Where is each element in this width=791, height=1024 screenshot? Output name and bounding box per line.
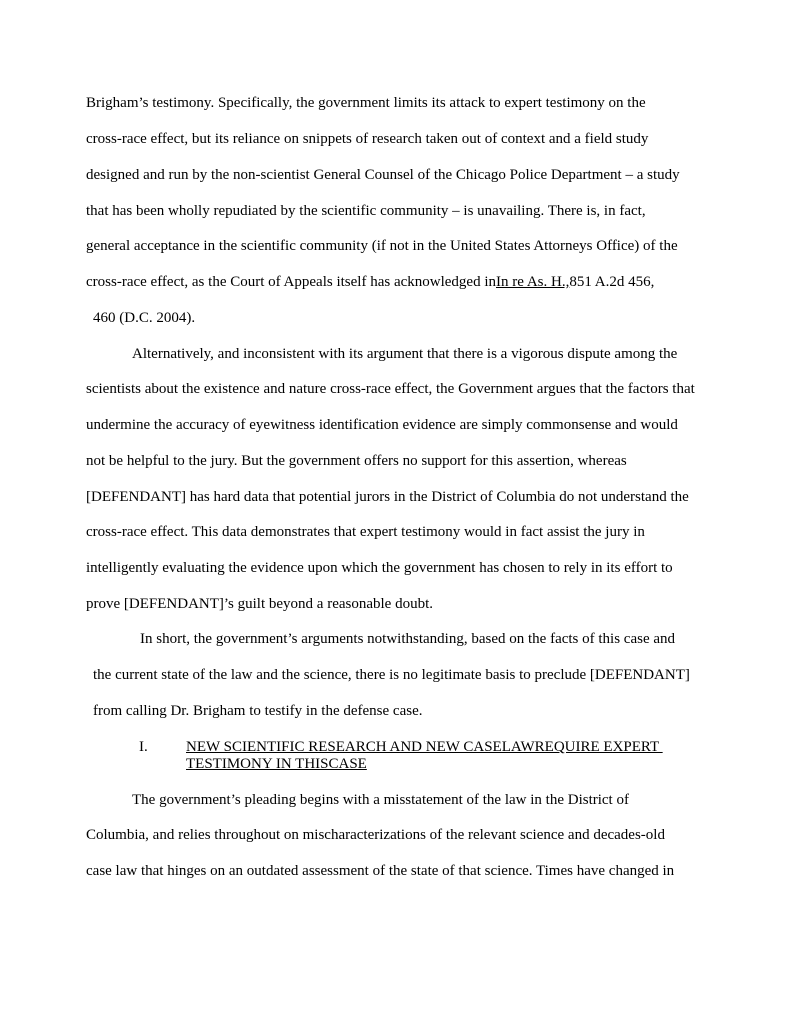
line-6-suffix: 851 A.2d 456, (569, 274, 655, 290)
paragraph-2-line-6: cross-race effect. This data demonstrates that expert testimony would in fact assist the jury in (86, 524, 645, 540)
paragraph-1-line-2: cross-race effect, but its reliance on snippets of research taken out of context and a field study (86, 131, 649, 147)
paragraph-4-line-2: Columbia, and relies throughout on mischaracterizations of the relevant science and decades-old (86, 827, 665, 843)
paragraph-1-line-4: that has been wholly repudiated by the scientific community – is unavailing. There is, in fact, (86, 203, 646, 219)
paragraph-1-line-1: Brigham’s testimony. Specifically, the government limits its attack to expert testimony on the (86, 95, 646, 111)
case-citation-name: In re As. H., (496, 274, 570, 290)
paragraph-1-line-3: designed and run by the non-scientist General Counsel of the Chicago Police Department – a study (86, 167, 680, 183)
paragraph-2-line-1: Alternatively, and inconsistent with its argument that there is a vigorous dispute among the (132, 346, 678, 362)
heading-line-2: TESTIMONY IN THISCASE (186, 756, 367, 772)
paragraph-4-line-1: The government’s pleading begins with a misstatement of the law in the District of (132, 792, 629, 808)
paragraph-2-line-5: [DEFENDANT] has hard data that potential jurors in the District of Columbia do not understand the (86, 489, 689, 505)
heading-line-1: NEW SCIENTIFIC RESEARCH AND NEW CASELAWREQUIRE EXPERT (186, 739, 663, 755)
paragraph-2-line-2: scientists about the existence and nature cross-race effect, the Government argues that the factors that (86, 381, 695, 397)
paragraph-2-line-7: intelligently evaluating the evidence upon which the government has chosen to rely in its effort to (86, 560, 673, 576)
heading-number: I. (139, 739, 148, 755)
line-6-prefix: cross-race effect, as the Court of Appeals itself has acknowledged in (86, 274, 496, 290)
paragraph-2-line-3: undermine the accuracy of eyewitness identification evidence are simply commonsense and would (86, 417, 678, 433)
paragraph-1-line-6 (86, 273, 654, 291)
paragraph-2-line-8: prove [DEFENDANT]’s guilt beyond a reasonable doubt. (86, 596, 434, 612)
paragraph-3-line-1: In short, the government’s arguments notwithstanding, based on the facts of this case and (140, 631, 676, 647)
paragraph-1-line-7: 460 (D.C. 2004). (93, 310, 196, 326)
paragraph-3-line-3: from calling Dr. Brigham to testify in the defense case. (93, 703, 423, 719)
paragraph-3-line-2: the current state of the law and the science, there is no legitimate basis to preclude [DEFENDANT] (93, 667, 690, 683)
paragraph-1-line-5: general acceptance in the scientific community (if not in the United States Attorneys Office) of the (86, 238, 678, 254)
paragraph-4-line-3: case law that hinges on an outdated assessment of the state of that science. Times have changed in (86, 863, 675, 879)
paragraph-2-line-4: not be helpful to the jury. But the government offers no support for this assertion, whereas (86, 453, 627, 469)
